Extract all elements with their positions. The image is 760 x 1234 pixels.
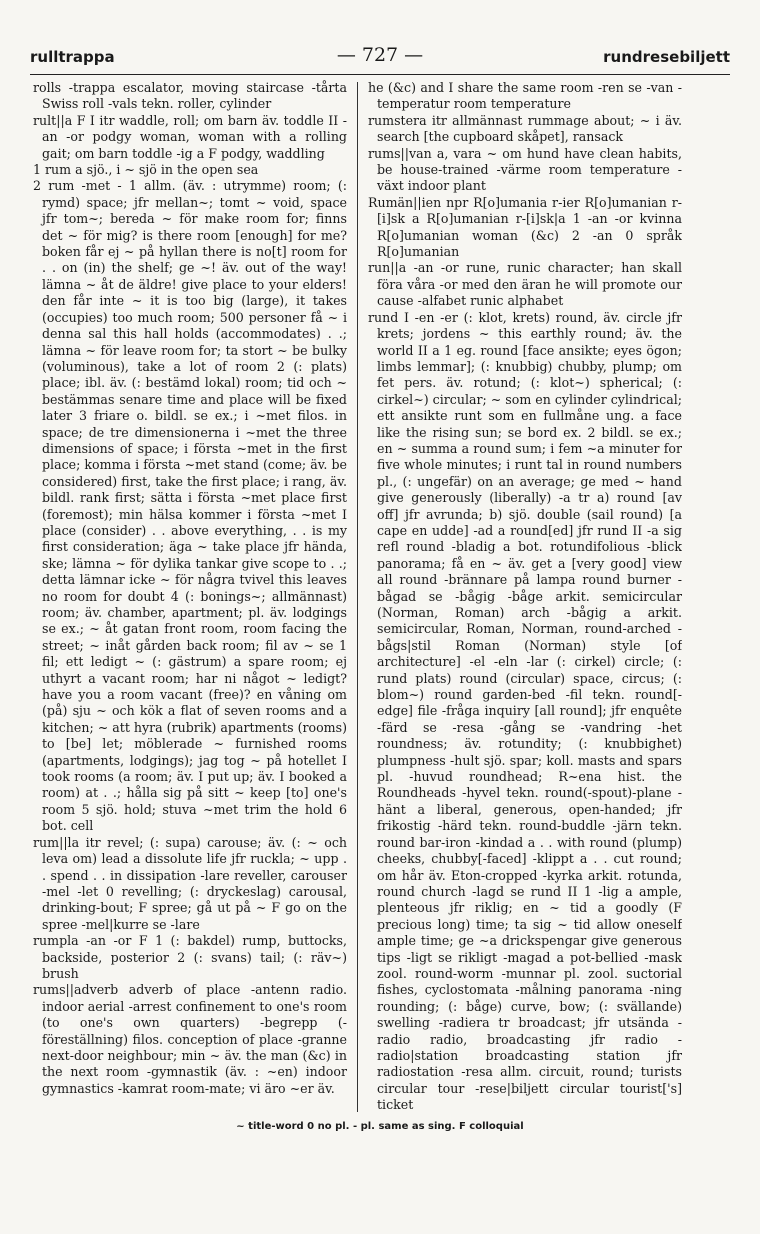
entry: run||a -an -or rune, runic character; han skall föra våra -or med den äran he will promote our cause -alfabet runic alphabet xyxy=(368,260,682,309)
abbreviation-key-footer: ~ title-word 0 no pl. - pl. same as sing. F colloquial xyxy=(236,1121,524,1132)
entry: rumstera itr allmännast rummage about; ~ i äv. search [the cupboard skåpet], ransack xyxy=(368,112,682,145)
entry: he (&c) and I share the same room -ren se -van -temperatur room temperature xyxy=(368,80,682,112)
entry: rum||la itr revel; (: supa) carouse; äv. (: ~ och leva om) lead a dissolute life jfr ruckla; ~ upp . . spend . . in dissipation -lare reveller, carouser -mel -let 0 revelling; (: dryckeslag) carousal, drinking-bout; F spree; gå ut på ~ F go on the spree -mel|kurre se -lare xyxy=(33,834,347,932)
left-guide-word: rulltrappa xyxy=(30,48,115,66)
page-header xyxy=(30,44,730,74)
column-divider xyxy=(357,82,358,1112)
entry: rund I -en -er (: klot, krets) round, äv. circle jfr krets; jordens ~ this earthly round; äv. the world II a 1 eg. round [face ansikte; eyes ögon; limbs lemmar]; (: knubbig) chubby, plump; om fet pers. äv. rotund; (: klot~) spherical; (: cirkel~) circular; ~ som en cylinder cylindrical; ett ansikte runt som en fullmåne ung. a face like the rising sun; se bord ex. 2 bildl. se ex.; en ~ summa a round sum; i fem ~a minuter for five whole minutes; i runt tal in round numbers pl., (: ungefär) on an average; ge med ~ hand give generously (liberally) -a tr a) round [av off] jfr avrunda; b) sjö. double (sail round) [a cape en udde] -ad a round[ed] jfr rund II -a sig refl round -bladig a bot. rotundifolious -blick panorama; få en ~ äv. get a [very good] view all round -brännare på lampa round burner -bågad se -bågig -båge arkit. semicircular (Norman, Roman) arch -bågig a arkit. semicircular, Roman, Norman, round-arched -bågs|stil Roman (Norman) style [of architecture] -el -eln -lar (: cirkel) circle; (: rund plats) round (circular) space, circus; (: blom~) round garden-bed -fil tekn. round[-edge] file -fråga inquiry [all round]; jfr enquête -färd se -resa -gång se -vandring -het roundness; äv. rotundity; (: knubbighet) plumpness -hult sjö. spar; koll. masts and spars pl. -huvud roundhead; R~ena hist. the Roundheads -hyvel tekn. round(-spout)-plane -hänt a liberal, generous, open-handed; jfr frikostig -härd tekn. round-buddle -järn tekn. round bar-iron -kindad a . . with round (plump) cheeks, chubby[-faced] -klippt a . . cut round; om hår äv. Eton-cropped -kyrka arkit. rotunda, round church -lagd se rund II 1 -lig a ample, plenteous jfr riklig; en ~ tid a goodly (F precious long) time; ta sig ~ tid allow oneself ample time; ge ~a drickspengar give generous tips -ligt se rikligt -magad a pot-bellied -mask zool. round-worm -munnar pl. zool. suctorial fishes, cyclostomata -målning panorama -ning rounding; (: båge) curve, bow; (: svällande) swelling -radiera tr broadcast; jfr utsända -radio radio, broadcasting jfr radio -radio|station broadcasting station jfr radiostation -resa allm. circuit, round; turists circular tour -rese|biljett circular tourist['s] ticket xyxy=(368,309,682,1113)
right-column xyxy=(368,80,682,1114)
entry: rult||a F I itr waddle, roll; om barn äv. toddle II -an -or podgy woman, woman with a rolling gait; om barn toddle -ig a F podgy, waddling xyxy=(33,112,347,161)
entry: rumpla -an -or F 1 (: bakdel) rump, buttocks, backside, posterior 2 (: svans) tail; (: räv~) brush xyxy=(33,933,347,981)
page-number: — 727 — xyxy=(336,44,424,66)
right-guide-word: rundresebiljett xyxy=(603,48,730,66)
entry: rums||adverb adverb of place -antenn radio. indoor aerial -arrest confinement to one's room (to one's own quarters) -begrepp (-föreställning) filos. conception of place -granne next-door neighbour; min ~ äv. the man (&c) in the next room -gymnastik (äv. : ~en) indoor gymnastics -kamrat room-mate; vi äro ~er äv. xyxy=(33,982,347,1096)
entry: rums||van a, vara ~ om hund have clean habits, be house-trained -värme room temperature -växt indoor plant xyxy=(368,145,682,194)
entry: 2 rum -met - 1 allm. (äv. : utrymme) room; (: rymd) space; jfr mellan~; tomt ~ void, space jfr tom~; bereda ~ för make room for; finns det ~ för mig? is there room [enough] for me? boken får ej ~ på hyllan there is no[t] room for . . on (in) the shelf; ge ~! äv. out of the way! lämna ~ åt de äldre! give place to your elders! den får inte ~ it is too big (large), it takes (occupies) too much room; 500 personer få ~ i denna sal this hall holds (accommodates) . .; lämna ~ för leave room for; ta stort ~ be bulky (voluminous), take a lot of room 2 (: plats) place; ibl. äv. (: bestämd lokal) room; tid och ~ bestämmas senare time and place will be fixed later 3 friare o. bildl. se ex.; i ~met filos. in space; de tre dimensionerna i ~met the three dimensions of space; i första ~met in the first place; komma i första ~met stand (come; äv. be considered) first, take the first place; i rang, äv. bildl. rank first; sätta i första ~met place first (foremost); min hälsa kommer i första ~met I place (consider) . . above everything, . . is my first consideration; äga ~ take place jfr hända, ske; lämna ~ för dylika tankar give scope to . .; detta lämnar icke ~ för några tvivel this leaves no room for doubt 4 (: bonings~; allmännast) room; äv. chamber, apartment; pl. äv. lodgings se ex.; ~ åt gatan front room, room facing the street; ~ inåt gården back room; fil av ~ se 1 fil; ett ledigt ~ (: gästrum) a spare room; ej uthyrt a vacant room; har ni något ~ ledigt? have you a room vacant (free)? en våning om (på) sju ~ och kök a flat of seven rooms and a kitchen; ~ att hyra (rubrik) apartments (rooms) to [be] let; möblerade ~ furnished rooms (apartments, lodgings); jag tog ~ på hotellet I took rooms (a room; äv. I put up; äv. I booked a room) at . .; hålla sig på sitt ~ keep [to] one's room 5 sjö. hold; stuva ~met trim the hold 6 bot. cell xyxy=(33,178,347,834)
entry: 1 rum a sjö., i ~ sjö in the open sea xyxy=(33,162,259,178)
header-rule xyxy=(30,74,730,75)
left-column xyxy=(33,80,347,1114)
entry: rolls -trappa escalator, moving staircase -tårta Swiss roll -vals tekn. roller, cylinder xyxy=(33,80,347,112)
entry: Rumän||ien npr R[o]umania r-ier R[o]umanian r-[i]sk a R[o]umanian r-[i]sk|a 1 -an -or kvinna R[o]umanian woman (&c) 2 -an 0 språk R[o]umanian xyxy=(368,194,682,260)
